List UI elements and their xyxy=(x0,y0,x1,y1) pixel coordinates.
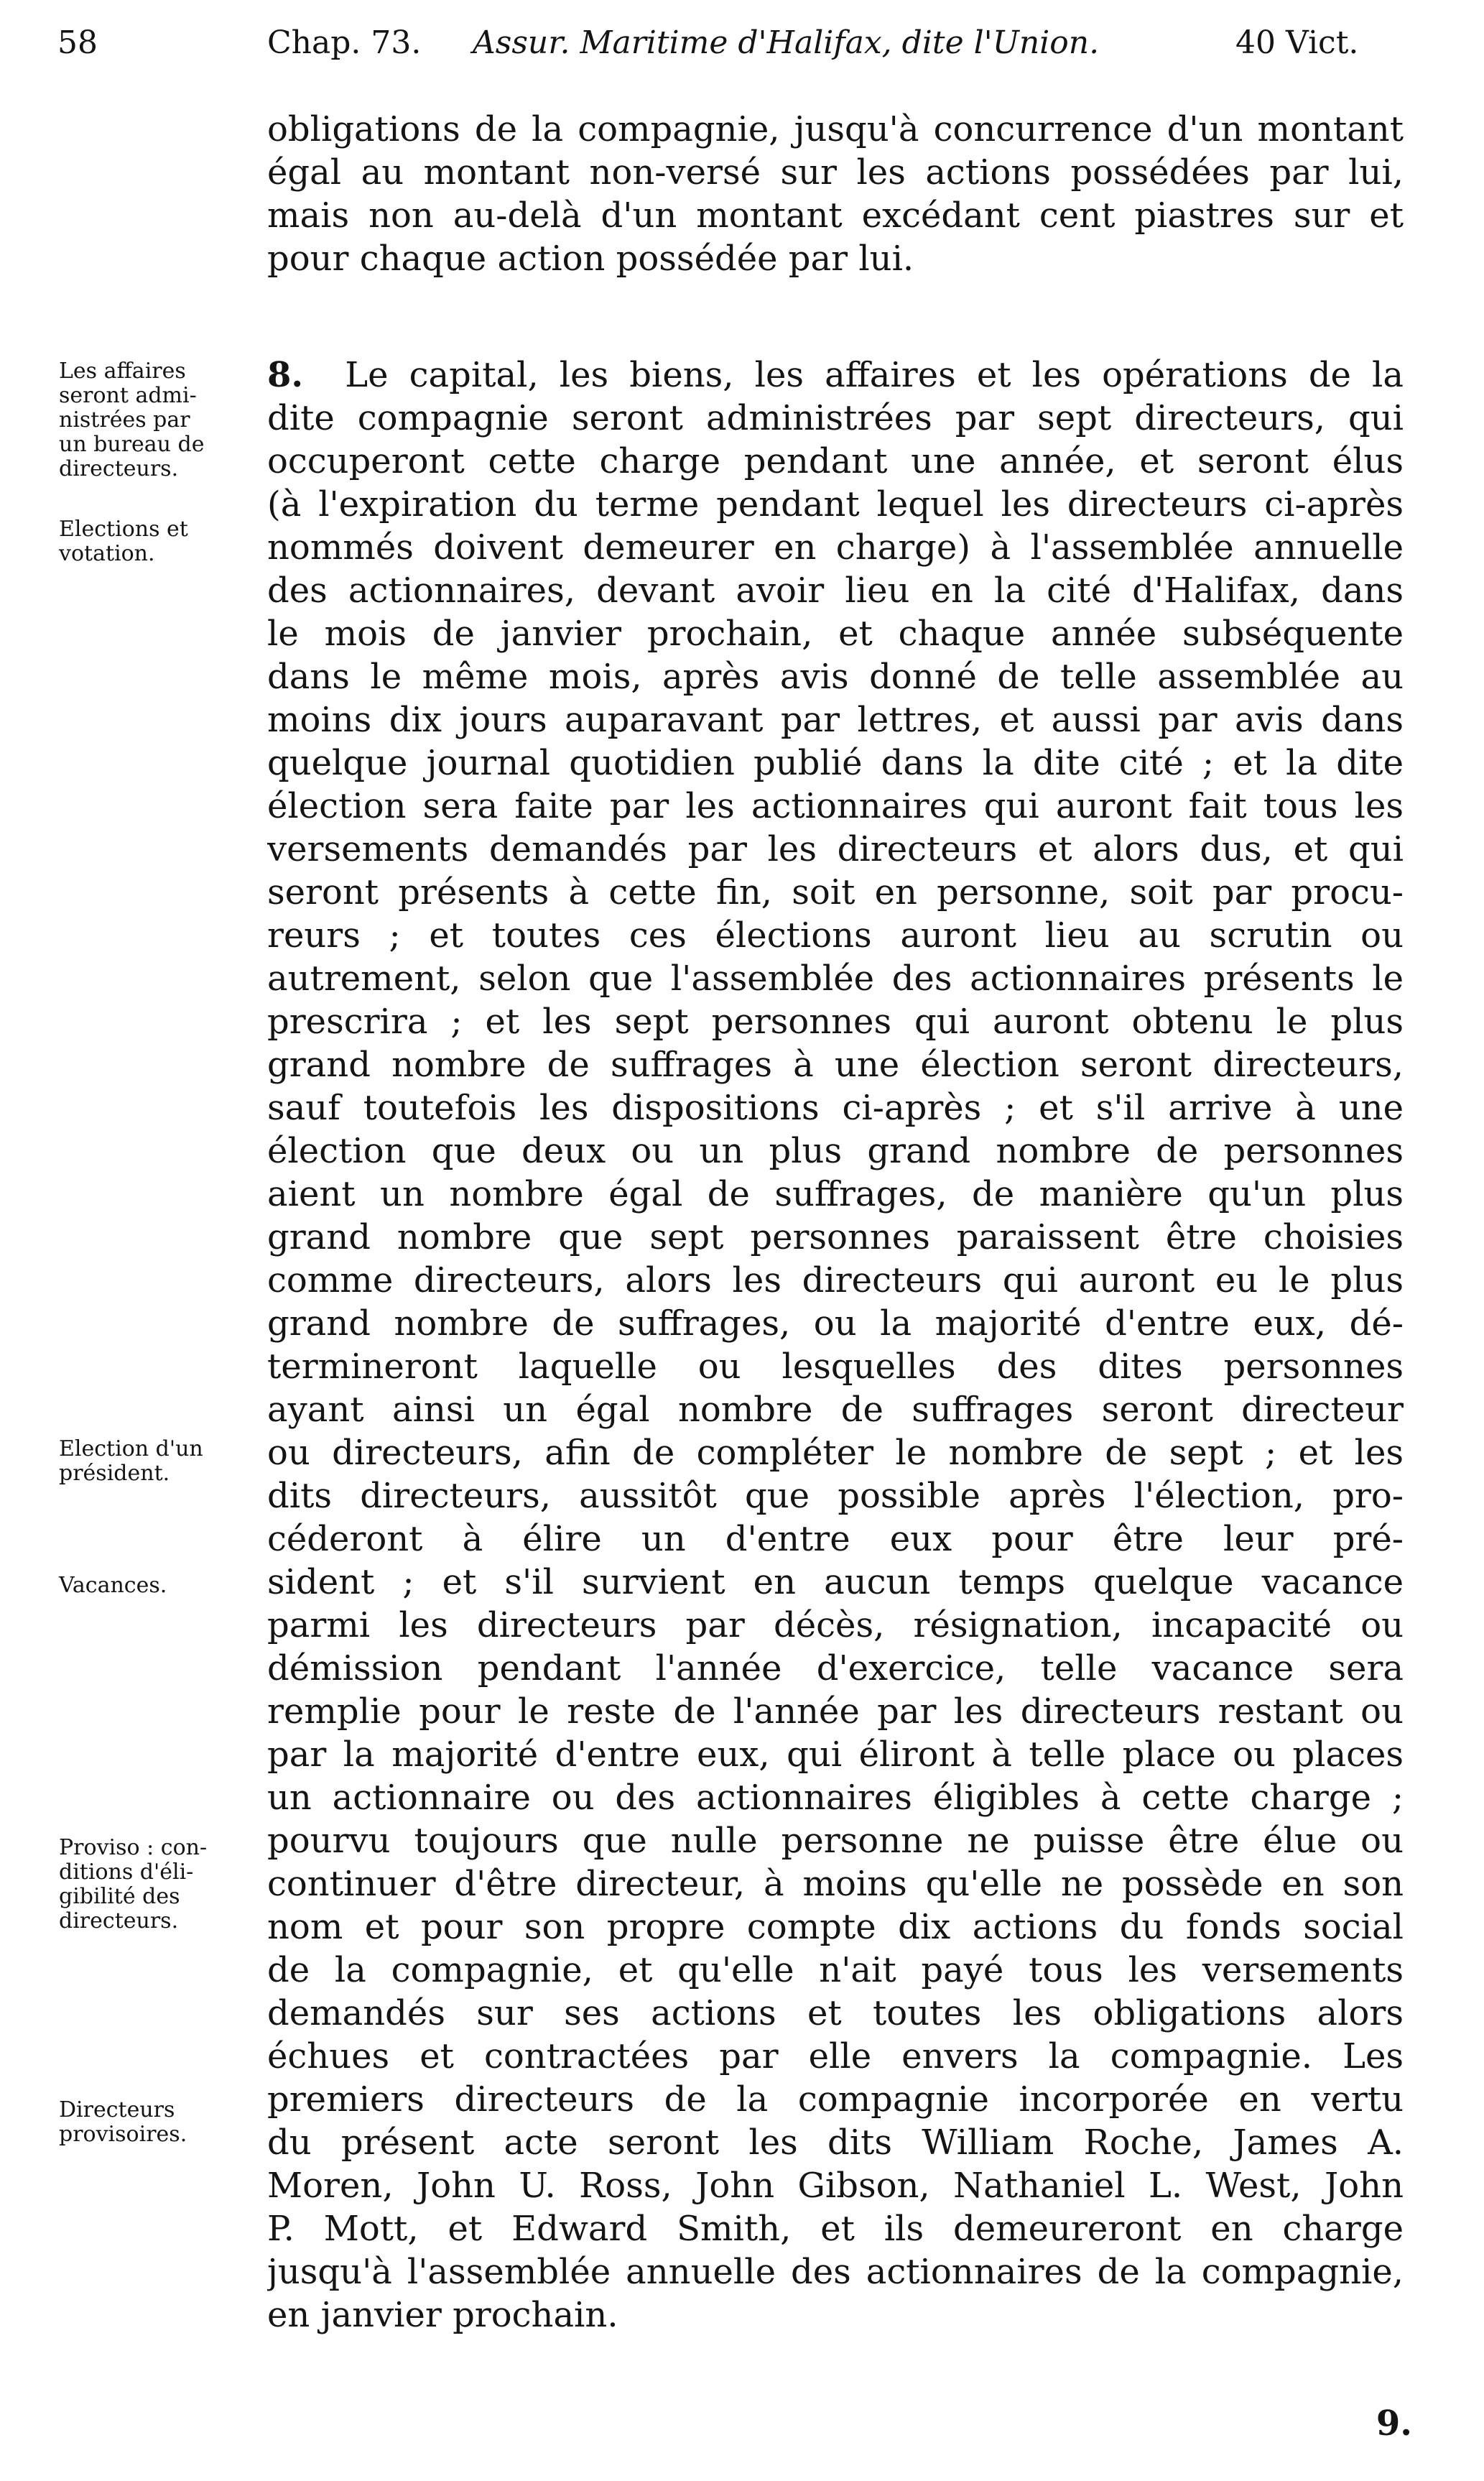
text-line: dits directeurs, aussitôt que possible après l'élection, pro- xyxy=(267,1476,1404,1516)
section-8 xyxy=(267,354,1404,2337)
text-line: pourvu toujours que nulle personne ne puisse être élue ou xyxy=(267,1821,1404,1861)
text-line: ayant ainsi un égal nombre de suffrages seront directeur xyxy=(267,1390,1404,1430)
text-line: Moren, John U. Ross, John Gibson, Nathaniel L. West, John xyxy=(267,2166,1404,2206)
margin-note-vacances xyxy=(59,1574,264,1598)
text-line: des actionnaires, devant avoir lieu en la cité d'Halifax, dans xyxy=(267,570,1404,611)
text-line: le mois de janvier prochain, et chaque année subséquente xyxy=(267,614,1404,654)
text-line: demandés sur ses actions et toutes les obligations alors xyxy=(267,1993,1404,2033)
text-line: dans le même mois, après avis donné de telle assemblée au xyxy=(267,657,1404,697)
text-line: termineront laquelle ou lesquelles des dites personnes xyxy=(267,1346,1404,1387)
text-line: jusqu'à l'assemblée annuelle des actionnaires de la compagnie, xyxy=(267,2252,1404,2292)
regnal-year: 40 Vict. xyxy=(1235,24,1359,61)
section-number: 8. xyxy=(267,355,304,395)
text-line: pour chaque action possédée par lui. xyxy=(267,239,914,279)
margin-note-line: Proviso : con- xyxy=(59,1835,208,1860)
text-line: égal au montant non-versé sur les actions possédées par lui, xyxy=(267,152,1404,193)
text-line: quelque journal quotidien publié dans la dite cité ; et la dite xyxy=(267,743,1404,783)
margin-note-line: directeurs. xyxy=(59,1908,179,1933)
margin-note-line: Vacances. xyxy=(59,1573,167,1598)
text-line: de la compagnie, et qu'elle n'ait payé tous les versements xyxy=(267,1950,1404,1990)
intro-paragraph xyxy=(267,108,1404,280)
margin-note-line: seront admi- xyxy=(59,383,197,408)
text-line: ou directeurs, afin de compléter le nombre de sept ; et les xyxy=(267,1433,1404,1473)
margin-note-directeurs-provisoires xyxy=(59,2098,264,2147)
text-line: obligations de la compagnie, jusqu'à concurrence d'un montant xyxy=(267,109,1404,149)
chapter-label: Chap. 73. xyxy=(267,24,422,61)
page-number: 58 xyxy=(57,24,98,61)
text-line: par la majorité d'entre eux, qui éliront à telle place ou places xyxy=(267,1734,1404,1775)
margin-note-line: Les affaires xyxy=(59,359,186,384)
text-line: occuperont cette charge pendant une année, et seront élus xyxy=(267,441,1404,481)
text-line: continuer d'être directeur, à moins qu'elle ne possède en son xyxy=(267,1864,1404,1904)
text-line: remplie pour le reste de l'année par les directeurs restant ou xyxy=(267,1691,1404,1732)
margin-note-elections xyxy=(59,517,264,566)
text-line: échues et contractées par elle envers la compagnie. Les xyxy=(267,2036,1404,2076)
text-line: dite compagnie seront administrées par sept directeurs, qui xyxy=(267,398,1404,438)
text-line: aient un nombre égal de suffrages, de manière qu'un plus xyxy=(267,1174,1404,1214)
text-line: grand nombre de suffrages, ou la majorité d'entre eux, dé- xyxy=(267,1303,1404,1344)
text-line: nommés doivent demeurer en charge) à l'assemblée annuelle xyxy=(267,527,1404,568)
margin-note-line: gibilité des xyxy=(59,1884,180,1909)
text-line: élection que deux ou un plus grand nombre de personnes xyxy=(267,1131,1404,1171)
text-line: moins dix jours auparavant par lettres, et aussi par avis dans xyxy=(267,700,1404,740)
text-line: sident ; et s'il survient en aucun temps quelque vacance xyxy=(267,1562,1404,1602)
text-line: nom et pour son propre compte dix actions du fonds social xyxy=(267,1907,1404,1947)
text-line: mais non au-delà d'un montant excédant cent piastres sur et xyxy=(267,195,1404,236)
margin-note-line: nistrées par xyxy=(59,407,190,433)
text-line: (à l'expiration du terme pendant lequel les directeurs ci-après xyxy=(267,484,1404,525)
text-line: premiers directeurs de la compagnie incorporée en vertu xyxy=(267,2079,1404,2120)
margin-note-line: un bureau de xyxy=(59,432,205,457)
text-line: comme directeurs, alors les directeurs qui auront eu le plus xyxy=(267,1260,1404,1300)
margin-note-line: provisoires. xyxy=(59,2122,187,2147)
text-line: un actionnaire ou des actionnaires éligibles à cette charge ; xyxy=(267,1778,1404,1818)
margin-note-affaires xyxy=(59,359,264,481)
margin-note-line: votation. xyxy=(59,541,155,566)
text-line: céderont à élire un d'entre eux pour être leur pré- xyxy=(267,1519,1404,1559)
text-line: reurs ; et toutes ces élections auront lieu au scrutin ou xyxy=(267,915,1404,956)
text-line-content: Le capital, les biens, les affaires et les opérations de la xyxy=(345,355,1404,395)
text-line: grand nombre que sept personnes paraissent être choisies xyxy=(267,1217,1404,1257)
margin-note-line: président. xyxy=(59,1461,170,1486)
text-line: élection sera faite par les actionnaires qui auront fait tous les xyxy=(267,786,1404,826)
section-first-line xyxy=(267,354,1404,397)
text-line: du présent acte seront les dits William Roche, James A. xyxy=(267,2122,1404,2163)
margin-note-line: Election d'un xyxy=(59,1436,203,1461)
text-line: grand nombre de suffrages à une élection seront directeurs, xyxy=(267,1045,1404,1085)
running-title: Assur. Maritime d'Halifax, dite l'Union. xyxy=(473,24,1100,61)
margin-note-line: ditions d'éli- xyxy=(59,1859,194,1885)
text-line: versements demandés par les directeurs et alors dus, et qui xyxy=(267,829,1404,869)
text-line: seront présents à cette fin, soit en personne, soit par procu- xyxy=(267,872,1404,913)
catchword: 9. xyxy=(1376,2403,1412,2444)
text-line: en janvier prochain. xyxy=(267,2295,618,2335)
text-line: parmi les directeurs par décès, résignation, incapacité ou xyxy=(267,1605,1404,1645)
margin-note-line: directeurs. xyxy=(59,456,179,481)
text-line: P. Mott, et Edward Smith, et ils demeureront en charge xyxy=(267,2209,1404,2249)
text-line: prescrira ; et les sept personnes qui auront obtenu le plus xyxy=(267,1002,1404,1042)
margin-note-election-president xyxy=(59,1437,264,1486)
text-line: démission pendant l'année d'exercice, telle vacance sera xyxy=(267,1648,1404,1688)
text-line: autrement, selon que l'assemblée des actionnaires présents le xyxy=(267,958,1404,999)
margin-note-line: Elections et xyxy=(59,517,188,542)
margin-note-line: Directeurs xyxy=(59,2097,175,2122)
text-line: sauf toutefois les dispositions ci-après ; et s'il arrive à une xyxy=(267,1088,1404,1128)
margin-note-proviso xyxy=(59,1836,264,1933)
